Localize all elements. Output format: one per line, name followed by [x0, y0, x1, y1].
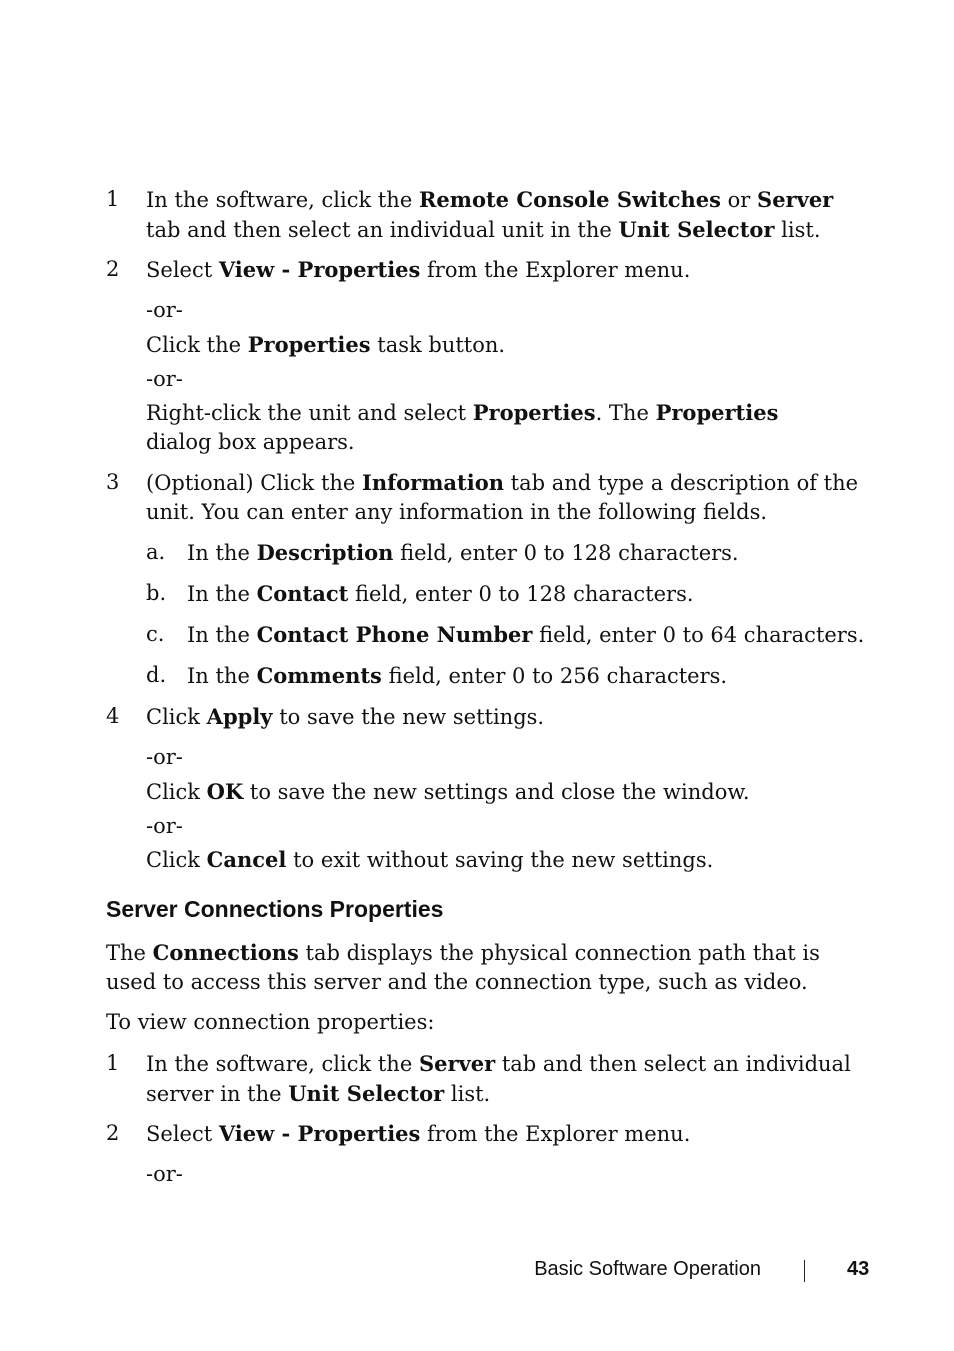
step-number: 4	[106, 704, 120, 728]
step-number: 3	[106, 470, 120, 494]
sub-item-letter: c.	[146, 622, 165, 646]
step-number: 1	[106, 1051, 120, 1075]
sub-item-text: In the Contact Phone Number field, enter 0 to 64 characters.	[187, 622, 865, 647]
step-number: 1	[106, 187, 120, 211]
footer-divider	[804, 1260, 805, 1282]
or-separator: -or-	[146, 814, 183, 838]
step-number: 2	[106, 1121, 120, 1145]
step-4-alternative-1: Click OK to save the new settings and close the window.	[146, 779, 750, 804]
or-separator: -or-	[146, 367, 183, 391]
step-text: Click Apply to save the new settings.	[146, 704, 545, 729]
section-intro: The Connections tab displays the physical connection path that is used to access this server and the connection type, such as video.	[106, 940, 820, 994]
step-number: 2	[106, 257, 120, 281]
step-text: Select View - Properties from the Explorer menu.	[146, 1121, 691, 1146]
step-text: In the software, click the Server tab and then select an individual server in the Unit Selector list.	[146, 1051, 851, 1106]
footer-section-title: Basic Software Operation	[534, 1258, 761, 1280]
sub-item-letter: a.	[146, 540, 166, 564]
sub-item-text: In the Description field, enter 0 to 128 characters.	[187, 540, 739, 565]
or-separator: -or-	[146, 745, 183, 769]
step-2-alternative-2: Right-click the unit and select Properties. The Properties dialog box appears.	[146, 400, 779, 454]
step-2-alternative-1: Click the Properties task button.	[146, 332, 506, 357]
page-number: 43	[847, 1258, 870, 1280]
step-text: (Optional) Click the Information tab and type a description of the unit. You can enter any information in the following fields.	[146, 470, 859, 524]
section-lead: To view connection properties:	[106, 1010, 435, 1034]
step-text: Select View - Properties from the Explorer menu.	[146, 257, 691, 282]
sub-item-letter: d.	[146, 663, 167, 687]
or-separator: -or-	[146, 298, 183, 322]
section-heading: Server Connections Properties	[106, 896, 444, 922]
step-text: In the software, click the Remote Console Switches or Server tab and then select an individual unit in the Unit Selector list.	[146, 187, 834, 242]
or-separator: -or-	[146, 1162, 183, 1186]
step-4-alternative-2: Click Cancel to exit without saving the new settings.	[146, 847, 714, 872]
sub-item-letter: b.	[146, 581, 167, 605]
sub-item-text: In the Contact field, enter 0 to 128 characters.	[187, 581, 694, 606]
sub-item-text: In the Comments field, enter 0 to 256 characters.	[187, 663, 728, 688]
